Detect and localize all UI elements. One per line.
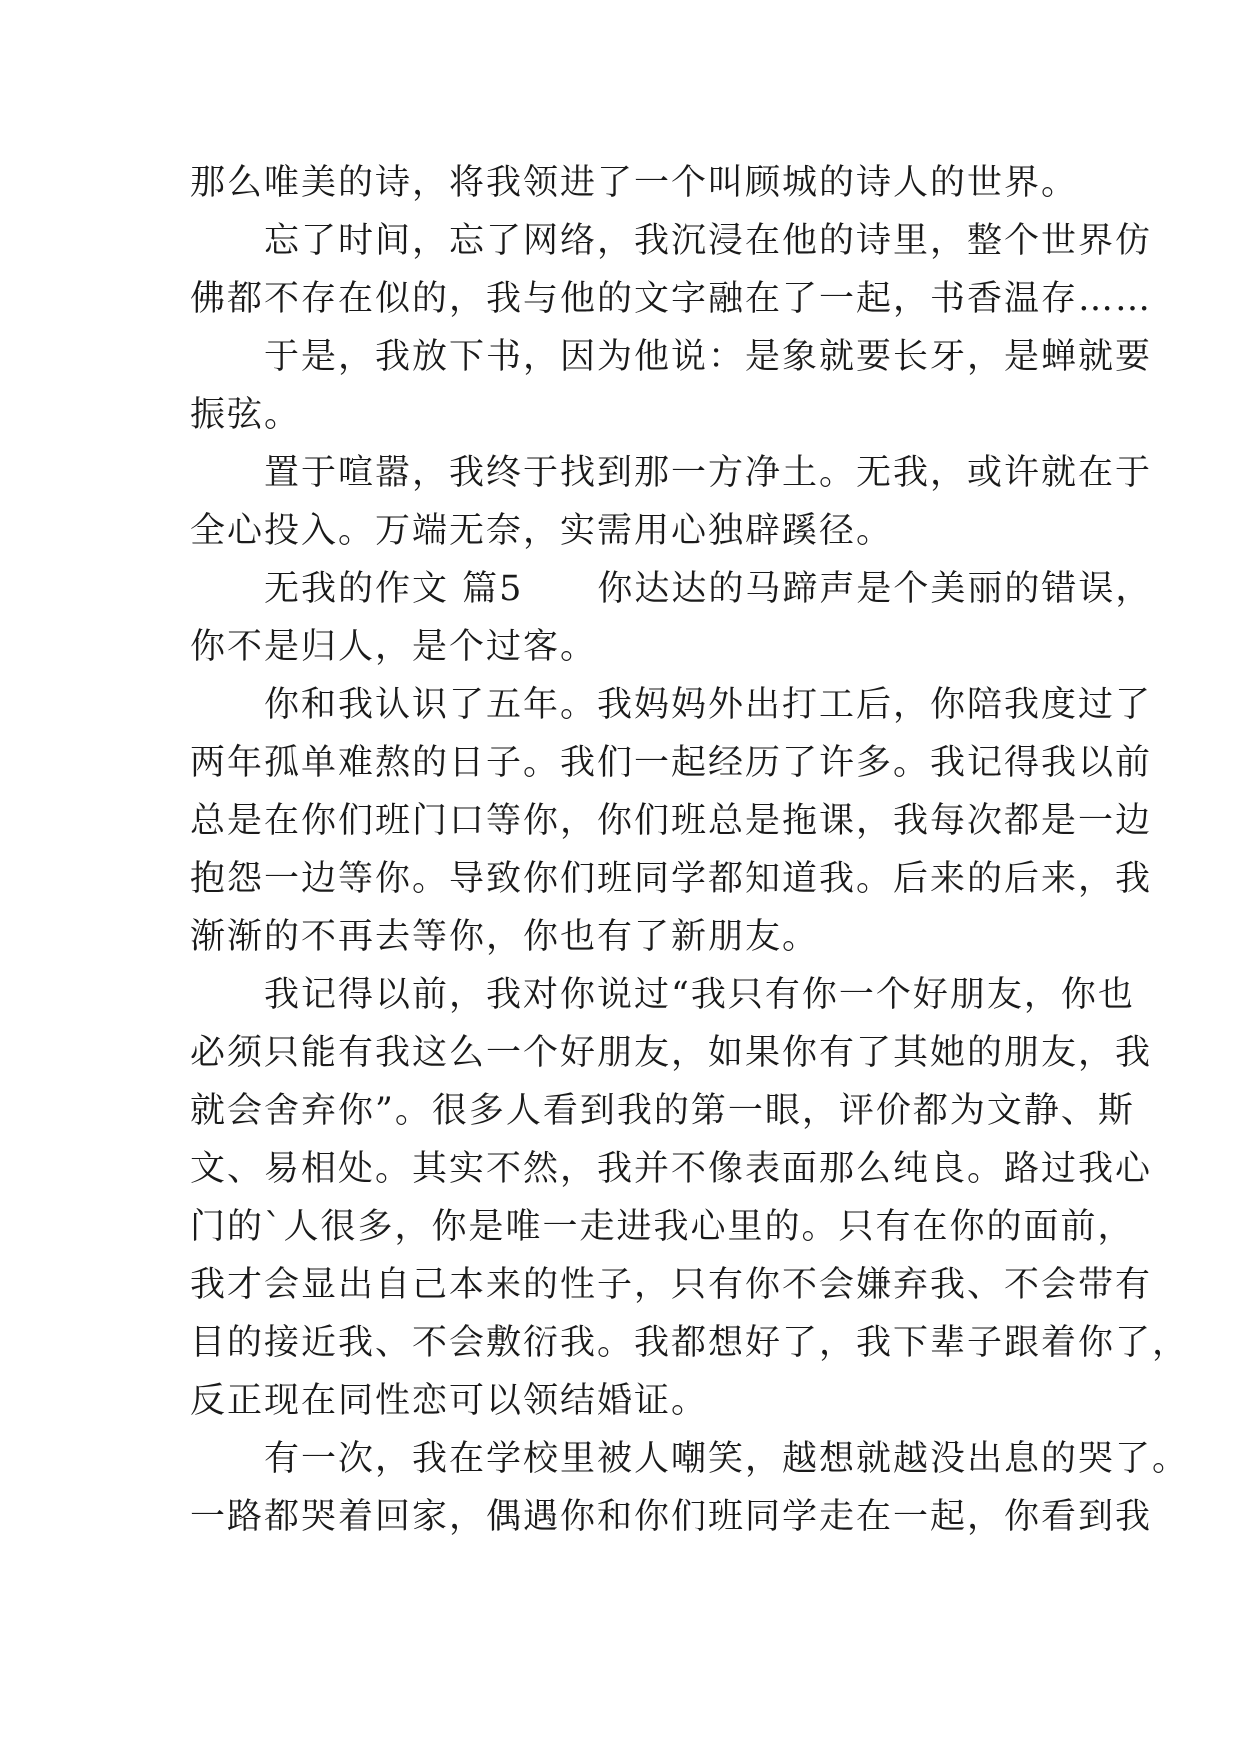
text-line: 两年孤单难熬的日子。我们一起经历了许多。我记得我以前 [190, 743, 1153, 783]
essay-body [190, 154, 1190, 1546]
text-line: 目的接近我、不会敷衍我。我都想好了，我下辈子跟着你了， [190, 1323, 1190, 1363]
text-line: 全心投入。万端无奈，实需用心独辟蹊径。 [190, 511, 894, 551]
text-line: 佛都不存在似的，我与他的文字融在了一起，书香温存…… [190, 279, 1153, 319]
text-line: 文、易相处。其实不然，我并不像表面那么纯良。路过我心 [190, 1149, 1153, 1189]
text-line: 必须只能有我这么一个好朋友，如果你有了其她的朋友，我 [190, 1033, 1153, 1073]
text-line: 于是，我放下书，因为他说：是象就要长牙，是蝉就要 [190, 337, 1153, 377]
text-line: 忘了时间，忘了网络，我沉浸在他的诗里，整个世界仿 [190, 221, 1153, 261]
text-line: 就会舍弃你”。很多人看到我的第一眼，评价都为文静、斯 [190, 1091, 1135, 1131]
text-line: 振弦。 [190, 395, 302, 435]
text-line: 你和我认识了五年。我妈妈外出打工后，你陪我度过了 [190, 685, 1153, 725]
text-line: 那么唯美的诗，将我领进了一个叫顾城的诗人的世界。 [190, 163, 1079, 203]
text-line: 有一次，我在学校里被人嘲笑，越想就越没出息的哭了。 [190, 1439, 1190, 1479]
text-line: 我才会显出自己本来的性子，只有你不会嫌弃我、不会带有 [190, 1265, 1153, 1305]
text-line: 总是在你们班门口等你，你们班总是拖课，我每次都是一边 [190, 801, 1153, 841]
text-line: 一路都哭着回家，偶遇你和你们班同学走在一起，你看到我 [190, 1497, 1153, 1537]
text-line: 反正现在同性恋可以领结婚证。 [190, 1381, 709, 1421]
text-line: 你不是归人，是个过客。 [190, 627, 598, 667]
text-line: 置于喧嚣，我终于找到那一方净土。无我，或许就在于 [190, 453, 1153, 493]
text-line: 我记得以前，我对你说过“我只有你一个好朋友，你也 [190, 975, 1135, 1015]
section-heading-line: 无我的作文 篇5 你达达的马蹄声是个美丽的错误， [190, 569, 1153, 609]
text-line: 门的`人很多，你是唯一走进我心里的。只有在你的面前， [190, 1207, 1135, 1247]
text-line: 抱怨一边等你。导致你们班同学都知道我。后来的后来，我 [190, 859, 1153, 899]
text-line: 渐渐的不再去等你，你也有了新朋友。 [190, 917, 820, 957]
